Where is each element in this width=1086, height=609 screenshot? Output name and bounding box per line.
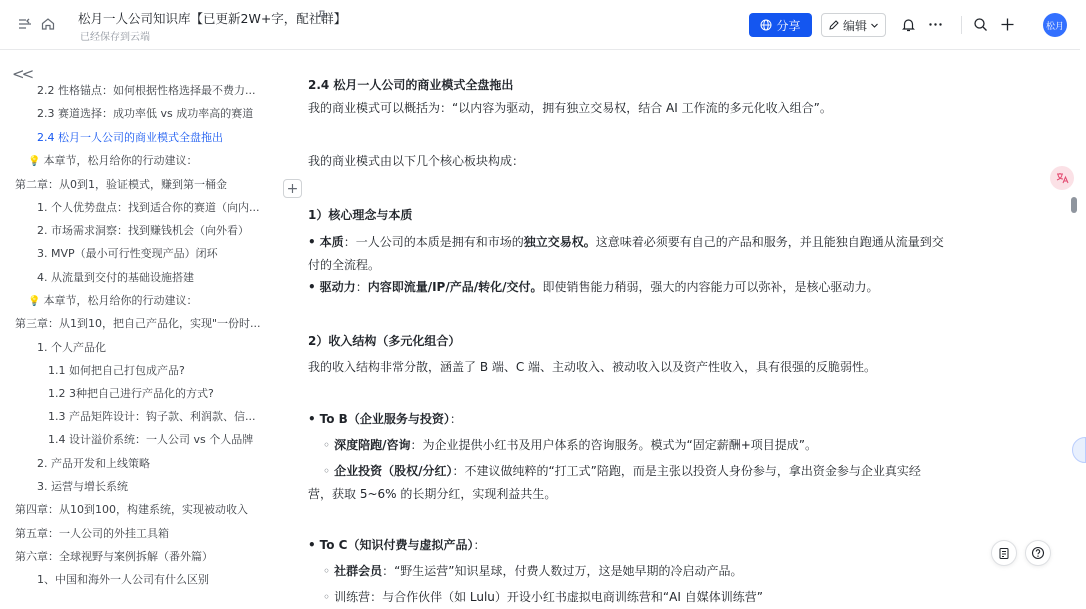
toc-item[interactable]: 1.2 3种把自己进行产品化的方式? xyxy=(48,387,214,400)
edit-pen-icon xyxy=(828,19,840,31)
chevron-down-icon xyxy=(870,21,879,30)
more-icon[interactable] xyxy=(925,14,945,34)
toc-item[interactable]: 💡 本章节，松月给你的行动建议： xyxy=(28,154,198,167)
sub-bullet-paragraph: ◦ 社群会员：“野生运营”知识星球，付费人数过万，这是她早期的冷启动产品。 xyxy=(323,564,743,578)
search-icon[interactable] xyxy=(970,14,990,34)
toc-item[interactable]: 4. 从流量到交付的基础设施搭建 xyxy=(37,271,194,284)
bulb-icon: 💡 xyxy=(28,156,41,167)
paragraph: 我的收入结构非常分散，涵盖了 B 端、C 端、主动收入、被动收入以及资产性收入，具有很强的反脆弱性。 xyxy=(308,360,877,374)
sub-bullet-paragraph: ◦ 深度陪跑/咨询：为企业提供小红书及用户体系的咨询服务。模式为“固定薪酬+项目提成”。 xyxy=(323,438,817,452)
scrollbar-thumb[interactable] xyxy=(1071,197,1077,213)
toc-item[interactable]: 3. 运营与增长系统 xyxy=(37,480,128,493)
share-button[interactable] xyxy=(749,13,812,37)
toc-item[interactable]: 1.1 如何把自己打包成产品? xyxy=(48,364,185,377)
home-icon[interactable] xyxy=(38,14,58,34)
toc-item[interactable]: 2.2 性格锚点：如何根据性格选择最不费力... xyxy=(37,84,256,97)
document-body[interactable] xyxy=(263,51,1080,604)
top-bar xyxy=(0,0,1080,50)
collapse-double-chevron-icon[interactable]: << xyxy=(12,65,32,83)
toc-item[interactable]: 1.3 产品矩阵设计：钩子款、利润款、信... xyxy=(48,410,256,423)
avatar[interactable]: 松月 xyxy=(1043,13,1067,37)
toc-item[interactable]: 2.3 赛道选择：成功率低 vs 成功率高的赛道 xyxy=(37,107,254,120)
toc-item[interactable]: 1.4 设计溢价系统：一人公司 vs 个人品牌 xyxy=(48,433,254,446)
toc-item-active[interactable]: 2.4 松月一人公司的商业模式全盘拖出 xyxy=(37,131,223,144)
toc-item[interactable]: 第三章：从1到10，把自己产品化，实现"一份时... xyxy=(15,317,261,330)
save-status: 已经保存到云端 xyxy=(80,32,150,43)
edit-label: 编辑 xyxy=(842,18,867,33)
bullet-paragraph: • 驱动力：内容即流量/IP/产品/转化/交付。即使销售能力稍弱，强大的内容能力可以弥补，是核心驱动力。 xyxy=(308,280,879,294)
toc-item[interactable]: 第六章：全球视野与案例拆解（番外篇） xyxy=(15,550,213,563)
insert-block-button[interactable]: + xyxy=(283,179,302,198)
toc-item[interactable]: 1、中国和海外一人公司有什么区别 xyxy=(37,573,209,586)
toc-item[interactable]: 第二章：从0到1，验证模式，赚到第一桶金 xyxy=(15,178,227,191)
bullet-paragraph: • 本质：一人公司的本质是拥有和市场的独立交易权。这意味着必须要有自己的产品和服务，并且能独自跑通从流量到交付的全流程。 xyxy=(308,235,944,272)
toc-item[interactable]: 1. 个人优势盘点：找到适合你的赛道（向内... xyxy=(37,201,260,214)
pin-icon[interactable] xyxy=(316,10,328,25)
sub-bullet-paragraph: ◦ 训练营：与合作伙伴（如 Lulu）开设小红书虚拟电商训练营和“AI 自媒体训练营” xyxy=(323,590,763,604)
outline-icon[interactable] xyxy=(991,540,1017,566)
plus-icon[interactable] xyxy=(997,14,1017,34)
menu-fold-icon[interactable] xyxy=(15,14,35,34)
toc-item[interactable]: 2. 市场需求洞察：找到赚钱机会（向外看） xyxy=(37,224,249,237)
translate-icon[interactable] xyxy=(1050,166,1074,190)
paragraph: 我的商业模式可以概括为：“以内容为驱动，拥有独立交易权，结合 AI 工作流的多元化收入组合”。 xyxy=(308,101,832,115)
toc-item[interactable]: 第四章：从10到100，构建系统，实现被动收入 xyxy=(15,503,248,516)
toc-item[interactable]: 1. 个人产品化 xyxy=(37,341,106,354)
globe-icon xyxy=(760,19,772,31)
bell-icon[interactable] xyxy=(898,14,918,34)
toc-item[interactable]: 3. MVP（最小可行性变现产品）闭环 xyxy=(37,247,218,260)
sub-bullet-paragraph: ◦ 企业投资（股权/分红）：不建议做纯粹的“打工式”陪跑，而是主张以投资人身份参与，拿出资金参与企业真实经营，获取 5~6% 的长期分红，实现利益共生。 xyxy=(308,464,921,501)
toc-item[interactable]: 第五章：一人公司的外挂工具箱 xyxy=(15,527,169,540)
toc-item[interactable]: 💡 本章节，松月给你的行动建议： xyxy=(28,294,198,307)
bullet-paragraph: • To C（知识付费与虚拟产品）： xyxy=(308,538,486,552)
doc-title[interactable]: 松月一人公司知识库【已更新2W+字，配社群】 xyxy=(78,11,347,26)
toc-sidebar xyxy=(0,51,262,596)
paragraph: 我的商业模式由以下几个核心板块构成： xyxy=(308,154,525,168)
divider xyxy=(961,16,962,34)
bullet-paragraph: • To B（企业服务与投资）： xyxy=(308,412,462,426)
subsection-heading: 1）核心理念与本质 xyxy=(308,208,413,222)
subsection-heading: 2）收入结构（多元化组合） xyxy=(308,334,461,348)
share-label: 分享 xyxy=(776,18,801,33)
toc-item[interactable]: 2. 产品开发和上线策略 xyxy=(37,457,150,470)
help-icon[interactable] xyxy=(1025,540,1051,566)
bulb-icon: 💡 xyxy=(28,296,41,307)
edit-button[interactable] xyxy=(821,13,886,37)
section-heading: 2.4 松月一人公司的商业模式全盘拖出 xyxy=(308,78,514,92)
